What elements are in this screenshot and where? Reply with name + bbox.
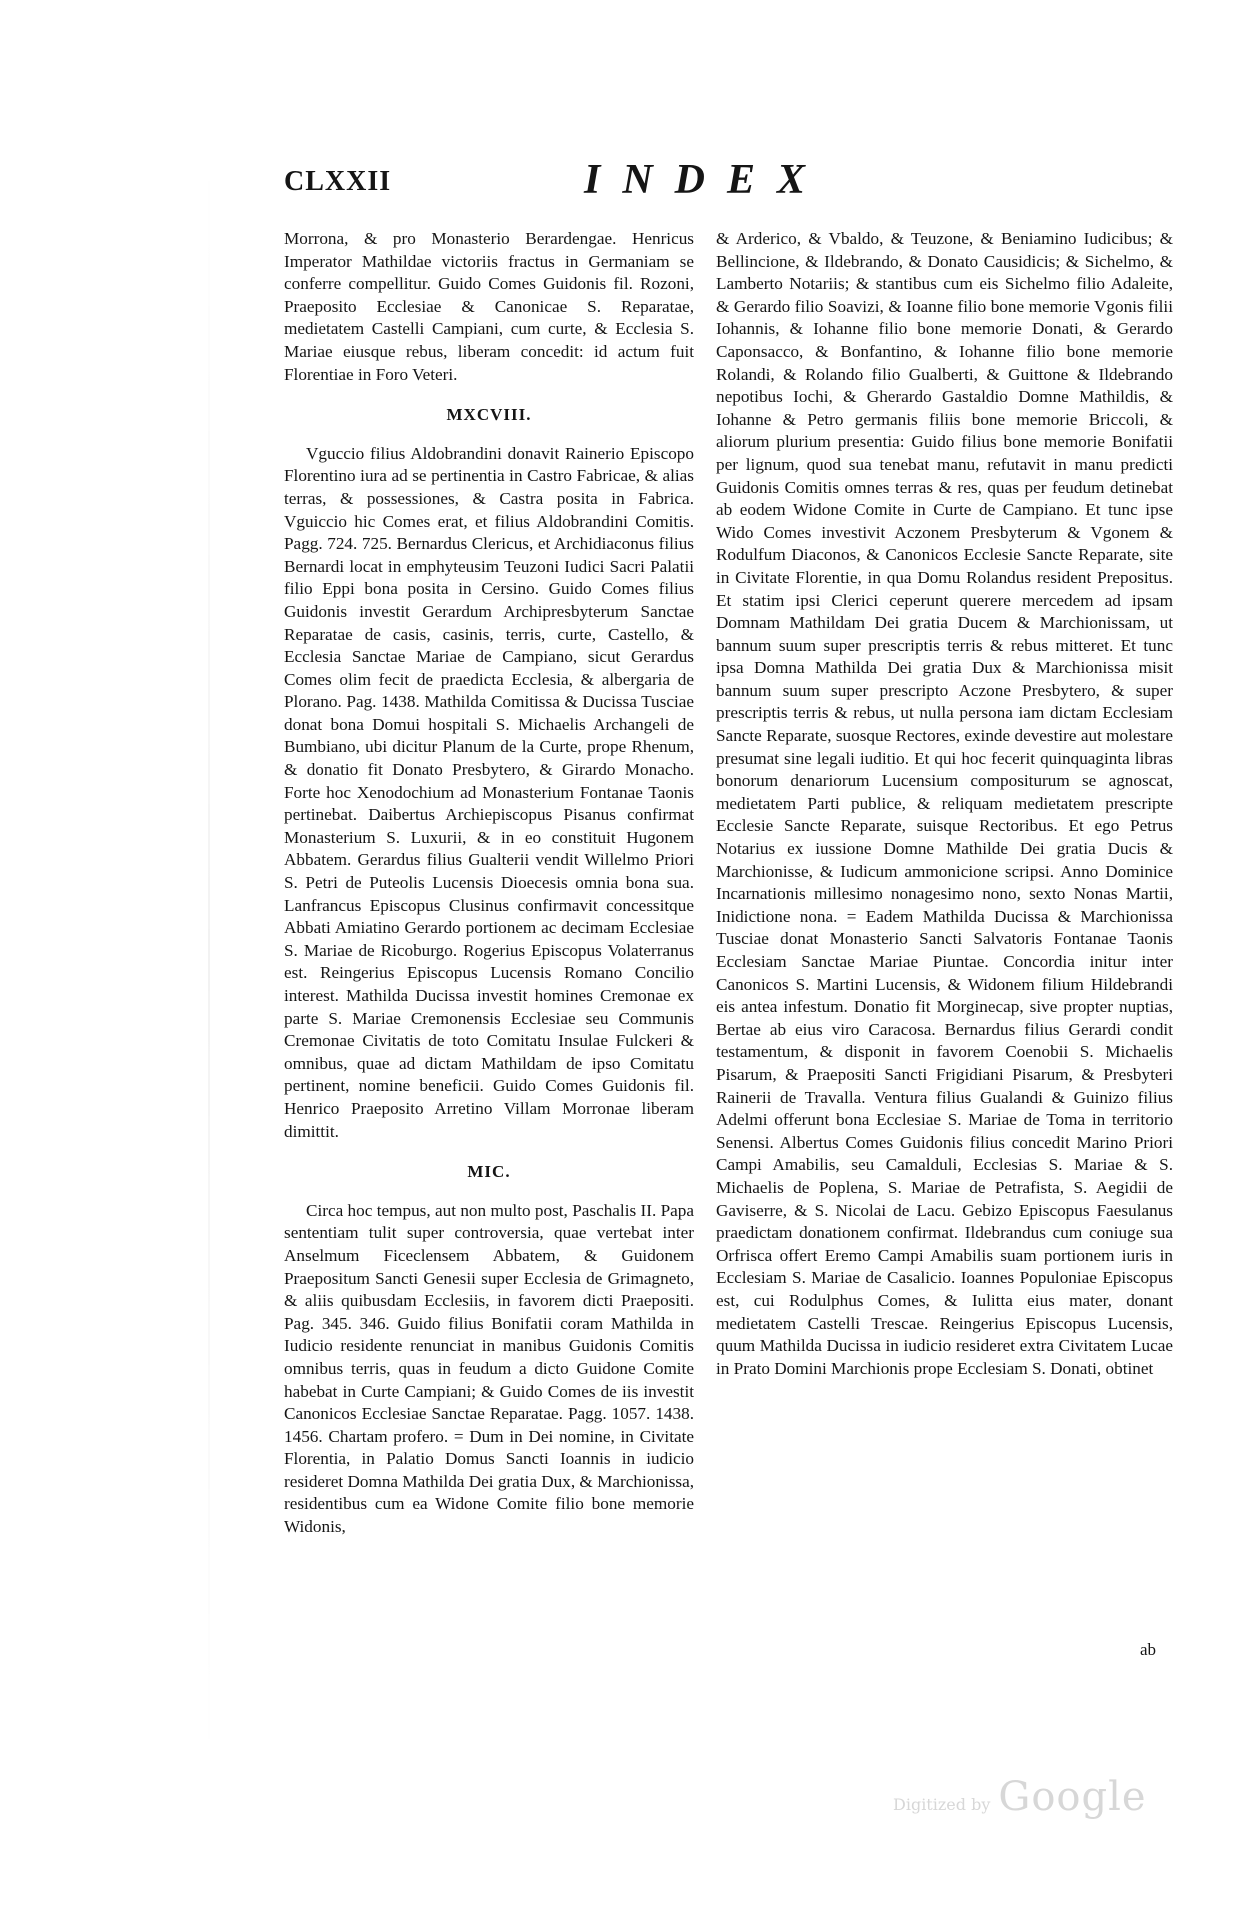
left-paragraph-2: Vguccio filius Aldobrandini donavit Rainerio Episcopo Florentino iura ad se pertinentia in Castro Fabricae, & alias terras, & possessiones, & Castra posita in Fabrica. Vguiccio hic Comes erat, et filius Aldobrandini Comitis. Pagg. 724. 725. Bernardus Clericus, et Archidiaconus filius Bernardi locat in emphyteusim Teuzoni Iudici Sacri Palatii filio Eppi bona posita in Cersino. Guido Comes filius Guidonis investit Gerardum Archipresbyterum Sanctae Reparatae de casis, casinis, terris, curte, Castello, & Ecclesia Sanctae Mariae de Campiano, sicut Gerardus Comes olim fecit de praedicta Ecclesia, & albergaria de Plorano. Pag. 1438. Mathilda Comitissa & Ducissa Tusciae donat bona Domui hospitali S. Michaelis Archangeli de Bumbiano, ubi dicitur Planum de la Curte, prope Rhenum, & donatio fit Donato Presbytero, & Girardo Monacho. Forte hoc Xenodochium ad Monasterium Fontanae Taonis pertinebat. Daibertus Archiepiscopus Pisanus confirmat Monasterium S. Luxurii, & in eo constituit Hugonem Abbatem. Gerardus filius Gualterii vendit Willelmo Priori S. Petri de Puteolis Lucensis Dioecesis omnia bona sua. Lanfrancus Episcopus Clusinus confirmavit concessitque Abbati Amiatino Gerardo portionem ac decimam Ecclesiae S. Mariae de Ricoburgo. Rogerius Episcopus Volaterranus est. Reingerius Episcopus Lucensis Romano Concilio interest. Mathilda Ducissa investit homines Cremonae ex parte S. Mariae Cremonensis Ecclesiae seu Communis Cremonae Civitatis de toto Comitatu Insulae Fulckeri & omnibus, quae ad dictam Mathildam de ipso Comitatu pertinent, nomine beneficii. Guido Comes Guidonis fil. Henrico Praeposito Arretino Villam Morronae liberam dimittit. xyxy=(284,443,694,1141)
section-title: INDEX xyxy=(584,157,828,203)
watermark-prefix: Digitized by xyxy=(893,1795,991,1814)
right-paragraph-1: & Arderico, & Vbaldo, & Teuzone, & Beniamino Iudicibus; & Bellincione, & Ildebrando, & Donato Causidicis; & Sichelmo, & Lamberto Notariis; & stantibus cum eis Sichelmo filio Adaleite, & Gerardo filio Soavizi, & Ioanne filio bone memorie Vgonis filii Iohannis, & Iohanne filio bone memorie Donati, & Gerardo Caponsacco, & Bonfantino, & Iohanne filio bone memorie Rolandi, & Rolando filio Gualberti, & Guittone & Ildebrando nepotibus Iochi, & Gherardo Gastaldio Domne Mathildis, & Iohanne & Petro germanis filiis bone memorie Briccoli, & aliorum plurium presentia: Guido filius bone memorie Bonifatii per lignum, quod sua tenebat manu, refutavit in manu predicti Guidonis Comitis omnes terras & res, quas per feudum detinebat ab eodem Widone Comite in Curte de Campiano. Et tunc ipse Wido Comes investivit Aczonem Presbyterum & Vgonem & Rodulfum Diaconos, & Canonicos Ecclesie Sancte Reparate, site in Civitate Florentie, in qua Domu Rolandus resident Prepositus. Et statim ipsi Clerici ceperunt querere mercedem ad ipsam Domnam Mathildam Dei gratia Ducem & Marchionissam, ut bannum suum super prescriptis terris & rebus mitteret. Et tunc ipsa Domna Mathilda Dei gratia Dux & Marchionissa misit bannum suum super prescripto Aczone Presbytero, & super prescriptis terris & rebus, ut nulla persona iam dictam Ecclesiam Sancte Reparate, suosque Rectores, exinde devestire aut molestare presumat sine legali iuditio. Et qui hoc fecerit quinquaginta libras bonorum denariorum Lucensium compositurum se agnoscat, medietatem Parti publice, & reliquam medietatem prescripte Ecclesie Sancte Reparate, suisque Rectoribus. Et ego Petrus Notarius ex iussione Domne Mathilde Dei gratia Ducis & Marchionisse, & Iudicum ammonicione scripsi. Anno Dominice Incarnationis millesimo nonagesimo nono, sexto Nonas Martii, Inidictione nona. = Eadem Mathilda Ducissa & Marchionissa Tusciae donat Monasterio Sancti Salvatoris Fontanae Taonis Ecclesiam Sanctae Mariae Piuntae. Concordia initur inter Canonicos S. Martini Lucensis, & Widonem filium Hildebrandi eis antea infestum. Donatio fit Morginecap, sive propter nuptias, Bertae ab eius viro Caracosa. Bernardus filius Gerardi condit testamentum, & disponit in favorem Coenobii S. Michaelis Pisarum, & Praepositi Sancti Frigidiani Pisarum, & Presbyteri Rainerii de Travalla. Ventura filius Gualandi & Guinizo filius Adelmi offerunt bona Ecclesiae S. Mariae de Toma in territorio Senensi. Albertus Comes Guidonis filius concedit Marino Priori Campi Amabilis, seu Camalduli, Ecclesias S. Mariae & S. Michaelis de Poplena, S. Mariae de Petrafista, S. Aegidii de Gaviserre, & S. Nicolai de Lacu. Gebizo Episcopus Faesulanus praedictam donationem confirmat. Ildebrandus cum coniuge sua Orfrisca offert Eremo Campi Amabilis suam portionem iuris in Ecclesiam S. Mariae de Casalicio. Ioannes Populoniae Episcopus est, cui Rodulphus Comes, & Iulitta eius mater, donant medietatem Castelli Trescae. Reingerius Episcopus Lucensis, quum Mathilda Ducissa in iudicio resideret extra Civitatem Lucae in Prato Domini Marchionis prope Ecclesiam S. Donati, obtinet xyxy=(716,229,1173,1378)
running-head xyxy=(284,157,1144,212)
page-crease xyxy=(208,150,210,1770)
left-column xyxy=(284,228,694,1539)
year-heading-mxcviii: MXCVIII. xyxy=(446,405,532,425)
digitized-watermark xyxy=(893,1774,1147,1820)
google-logo: Google xyxy=(998,1774,1147,1820)
catchword: ab xyxy=(1140,1640,1157,1659)
left-paragraph-3: Circa hoc tempus, aut non multo post, Paschalis II. Papa sententiam tulit super controversia, quae vertebat inter Anselmum Ficeclensem Abbatem, & Guidonem Praepositum Sancti Genesii super Ecclesia de Grimagneto, & aliis quibusdam Ecclesiis, in favorem dicti Praepositi. Pag. 345. 346. Guido filius Bonifatii coram Mathilda in Iudicio residente renunciat in manibus Guidonis Comitis omnibus terris, quas in feudum a dicto Guidone Comite habebat in Curte Campiani; & Guido Comes de iis investit Canonicos Ecclesiae Sanctae Reparatae. Pagg. 1057. 1438. 1456. Chartam profero. = Dum in Dei nomine, in Civitate Florentia, in Palatio Domus Sancti Ioannis in iudicio resideret Domna Mathilda Dei gratia Dux, & Marchionissa, residentibus cum ea Widone Comite filio bone memorie Widonis, xyxy=(284,1200,694,1537)
year-heading-mic: MIC. xyxy=(467,1162,511,1182)
left-paragraph-1: Morrona, & pro Monasterio Berardengae. Henricus Imperator Mathildae victoriis fractus in Germaniam se conferre compellitur. Guido Comes Guidonis fil. Rozoni, Praeposito Ecclesiae & Canonicae S. Reparatae, medietatem Castelli Campiani, cum curte, & Ecclesia S. Mariae eiusque rebus, liberam concedit: id actum fuit Florentiae in Foro Veteri. xyxy=(284,229,694,384)
page-number: CLXXII xyxy=(284,166,392,197)
right-column xyxy=(716,228,1173,1380)
